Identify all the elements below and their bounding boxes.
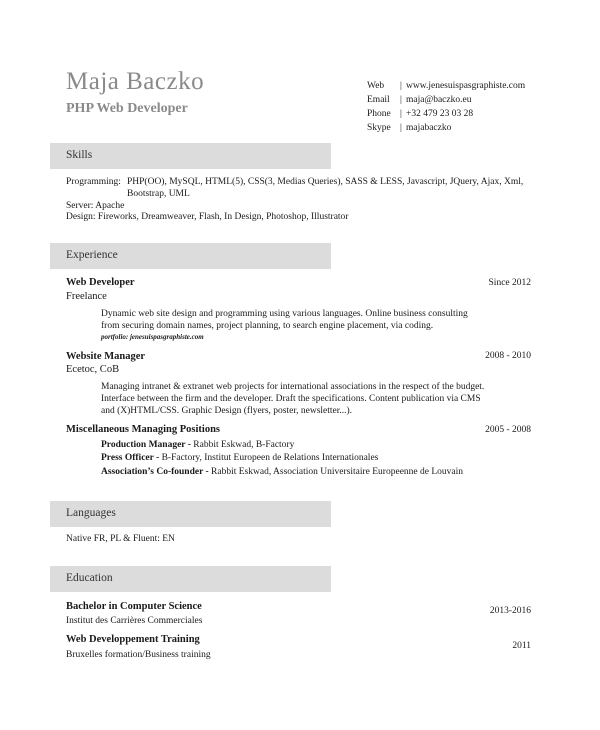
contact-row-web xyxy=(367,79,525,93)
contact-separator: | xyxy=(400,81,402,91)
job-desc-line: from securing domain names, project planning, to search engine placement, via coding. xyxy=(101,321,434,331)
job-desc-line: Interface between the firm and the developer. Draft the specifications. Content publication via CMS xyxy=(101,394,481,404)
position-role: Press Officer - xyxy=(101,453,160,463)
contact-row-phone xyxy=(367,107,525,121)
position-line xyxy=(101,466,463,478)
job-desc-line: Managing intranet & extranet web projects for international associations in the respect of the budget. xyxy=(101,382,485,392)
contact-row-skype xyxy=(367,121,525,135)
job-date: 2008 - 2010 xyxy=(485,351,531,361)
section-bar-education xyxy=(50,566,331,592)
skills-programming-line: PHP(OO), MySQL, HTML(5), CSS(3, Medias Queries), SASS & LESS, Javascript, JQuery, Ajax, Xml, xyxy=(127,177,524,187)
job-date: Since 2012 xyxy=(488,278,531,288)
position-detail: Rabbit Eskwad, Association Universitaire Europeenne de Louvain xyxy=(208,467,463,477)
section-heading: Experience xyxy=(66,249,118,261)
education-date: 2011 xyxy=(512,641,531,651)
contact-email-link[interactable]: maja@baczko.eu xyxy=(406,95,472,105)
education-school: Institut des Carrières Commerciales xyxy=(66,616,203,626)
contact-separator: | xyxy=(400,123,402,133)
skills-programming-line: Bootstrap, UML xyxy=(127,189,190,199)
contact-separator: | xyxy=(400,109,402,119)
job-title: Web Developer xyxy=(66,277,135,288)
contact-label: Web xyxy=(367,81,385,91)
contact-web-link[interactable]: www.jenesuispasgraphiste.com xyxy=(406,81,526,91)
contact-row-email xyxy=(367,93,525,107)
education-title: Bachelor in Computer Science xyxy=(66,601,202,612)
skills-server: Server: Apache xyxy=(66,201,125,211)
contact-label: Skype xyxy=(367,123,391,133)
position-line xyxy=(101,452,378,464)
job-title: Miscellaneous Managing Positions xyxy=(66,424,221,435)
section-bar-skills xyxy=(50,143,331,169)
position-line xyxy=(101,439,294,451)
job-title: Website Manager xyxy=(66,351,146,362)
section-heading: Skills xyxy=(66,149,93,161)
section-heading: Education xyxy=(66,572,113,584)
skills-programming-label: Programming: xyxy=(66,177,121,187)
position-role: Association’s Co-founder - xyxy=(101,467,209,477)
contact-label: Email xyxy=(367,95,390,105)
skills-design: Design: Fireworks, Dreamweaver, Flash, In Design, Photoshop, Illustrator xyxy=(66,212,349,222)
contact-separator: | xyxy=(400,95,402,105)
contact-skype-value: majabaczko xyxy=(406,123,452,133)
contact-block xyxy=(367,79,525,135)
portfolio-link[interactable]: portfolio: jenesuispasgraphiste.com xyxy=(101,333,204,341)
candidate-role: PHP Web Developer xyxy=(66,101,188,116)
job-desc-line: and (X)HTML/CSS. Graphic Design (flyers, poster, newsletter...). xyxy=(101,406,353,416)
contact-phone-value: +32 479 23 03 28 xyxy=(406,109,474,119)
job-org: Freelance xyxy=(66,291,107,302)
contact-label: Phone xyxy=(367,109,391,119)
position-detail: Rabbit Eskwad, B-Factory xyxy=(190,440,295,450)
position-role: Production Manager - xyxy=(101,440,191,450)
education-date: 2013-2016 xyxy=(489,606,531,616)
job-date: 2005 - 2008 xyxy=(485,425,531,435)
languages-text: Native FR, PL & Fluent: EN xyxy=(66,534,175,544)
job-org: Ecetoc, CoB xyxy=(66,364,120,375)
education-title: Web Developpement Training xyxy=(66,634,200,645)
section-bar-experience xyxy=(50,243,331,269)
candidate-name: Maja Baczko xyxy=(66,68,205,95)
position-detail: B-Factory, Institut Europeen de Relations Internationales xyxy=(159,453,379,463)
section-heading: Languages xyxy=(66,507,116,519)
education-school: Bruxelles formation/Business training xyxy=(66,650,211,660)
section-bar-languages xyxy=(50,501,331,527)
job-desc-line: Dynamic web site design and programming using various languages. Online business consulting xyxy=(101,309,468,319)
